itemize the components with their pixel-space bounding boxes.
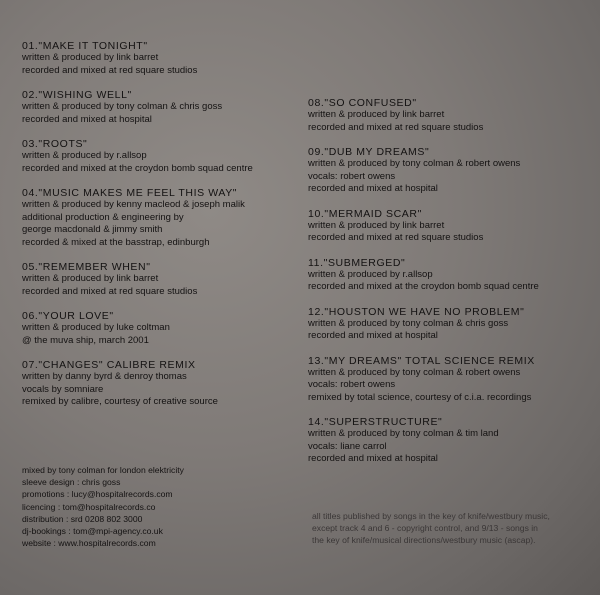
left-track-list	[22, 40, 312, 421]
track-title: 09."DUB MY DREAMS"	[308, 146, 430, 158]
track-entry	[308, 208, 598, 245]
credit-line: sleeve design : chris goss	[22, 477, 121, 488]
track-title: 01."MAKE IT TONIGHT"	[22, 40, 148, 52]
track-credit-line: written & produced by tony colman & robert owens	[308, 158, 521, 169]
track-entry	[22, 310, 312, 347]
track-credit-line: vocals: liane carrol	[308, 440, 387, 452]
track-credit-line: written & produced by tony colman & chris goss	[22, 101, 223, 112]
credit-line: mixed by tony colman for london elektricity	[22, 465, 184, 475]
track-credit-line: @ the muva ship, march 2001	[22, 334, 149, 346]
track-credit-line: written & produced by tony colman & robert owens	[308, 366, 521, 378]
track-title: 11."SUBMERGED"	[308, 256, 406, 269]
track-title: 12."HOUSTON WE HAVE NO PROBLEM"	[308, 305, 525, 318]
track-title: 04."MUSIC MAKES ME FEEL THIS WAY"	[22, 187, 238, 199]
track-credit-line: written & produced by kenny macleod & joseph malik	[22, 199, 245, 210]
track-title: 10."MERMAID SCAR"	[308, 207, 422, 220]
track-entry	[308, 97, 598, 134]
track-title: 02."WISHING WELL"	[22, 89, 132, 101]
credits-block	[22, 464, 302, 549]
track-credit-line: written & produced by luke coltman	[22, 322, 170, 333]
track-entry	[22, 359, 312, 409]
track-credit-line: vocals: robert owens	[308, 379, 396, 390]
track-credit-line: recorded and mixed at red square studios	[308, 232, 484, 243]
track-title: 08."SO CONFUSED"	[308, 97, 417, 109]
track-title: 13."MY DREAMS" TOTAL SCIENCE REMIX	[308, 354, 535, 367]
track-entry	[22, 187, 312, 249]
credit-line: licencing : tom@hospitalrecords.co	[22, 501, 156, 512]
track-credit-line: recorded and mixed at red square studios	[22, 64, 198, 76]
credit-line: promotions : lucy@hospitalrecords.com	[22, 489, 173, 500]
track-credit-line: recorded and mixed at red square studios	[22, 285, 198, 297]
track-credit-line: written & produced by tony colman & chris goss	[308, 317, 509, 329]
track-credit-line: written & produced by tony colman & tim land	[308, 428, 499, 439]
track-credit-line: george macdonald & jimmy smith	[22, 224, 163, 235]
track-credit-line: vocals: robert owens	[308, 170, 396, 182]
track-credit-line: recorded and mixed at red square studios	[308, 121, 484, 133]
track-title: 03."ROOTS"	[22, 138, 88, 150]
credit-line: distribution : srd 0208 802 3000	[22, 513, 143, 524]
track-entry	[22, 89, 312, 126]
track-credit-line: recorded and mixed at the croydon bomb squad centre	[22, 162, 253, 174]
track-entry	[308, 306, 598, 343]
publishing-line: except track 4 and 6 - copyright control, and 9/13 - songs in	[312, 523, 538, 533]
track-entry	[22, 40, 312, 77]
track-entry	[308, 257, 598, 294]
track-credit-line: written & produced by link barret	[22, 52, 159, 63]
track-credit-line: additional production & engineering by	[22, 211, 184, 223]
track-credit-line: written & produced by r.allsop	[22, 150, 147, 161]
publishing-notice	[312, 510, 600, 546]
track-credit-line: written & produced by link barret	[308, 219, 445, 231]
track-credit-line: written & produced by link barret	[22, 273, 159, 284]
track-entry	[22, 138, 312, 175]
publishing-line: the key of knife/musical directions/westbury music (ascap).	[312, 535, 536, 545]
track-title: 05."REMEMBER WHEN"	[22, 261, 151, 273]
right-track-list	[308, 97, 598, 478]
track-credit-line: recorded & mixed at the basstrap, edinburgh	[22, 236, 210, 248]
track-title: 14."SUPERSTRUCTURE"	[308, 416, 443, 428]
track-credit-line: recorded and mixed at hospital	[308, 183, 438, 194]
track-entry	[22, 261, 312, 298]
track-credit-line: remixed by calibre, courtesy of creative source	[22, 396, 218, 407]
track-credit-line: written by danny byrd & denroy thomas	[22, 371, 187, 382]
track-credit-line: recorded and mixed at hospital	[308, 330, 438, 341]
track-credit-line: recorded and mixed at hospital	[308, 453, 438, 464]
track-credit-line: written & produced by r.allsop	[308, 268, 433, 280]
track-entry	[308, 416, 598, 466]
track-credit-line: recorded and mixed at hospital	[22, 113, 152, 125]
credit-line: dj-bookings : tom@mpi-agency.co.uk	[22, 526, 163, 537]
track-entry	[308, 355, 598, 405]
credit-line: website : www.hospitalrecords.com	[22, 538, 156, 549]
track-credit-line: remixed by total science, courtesy of c.i.a. recordings	[308, 391, 532, 403]
track-entry	[308, 146, 598, 196]
track-credit-line: recorded and mixed at the croydon bomb squad centre	[308, 281, 539, 292]
track-credit-line: written & produced by link barret	[308, 109, 445, 120]
track-title: 06."YOUR LOVE"	[22, 310, 114, 322]
track-credit-line: vocals by somniare	[22, 383, 104, 395]
track-title: 07."CHANGES" CALIBRE REMIX	[22, 359, 196, 371]
publishing-line: all titles published by songs in the key of knife/westbury music,	[312, 511, 550, 521]
